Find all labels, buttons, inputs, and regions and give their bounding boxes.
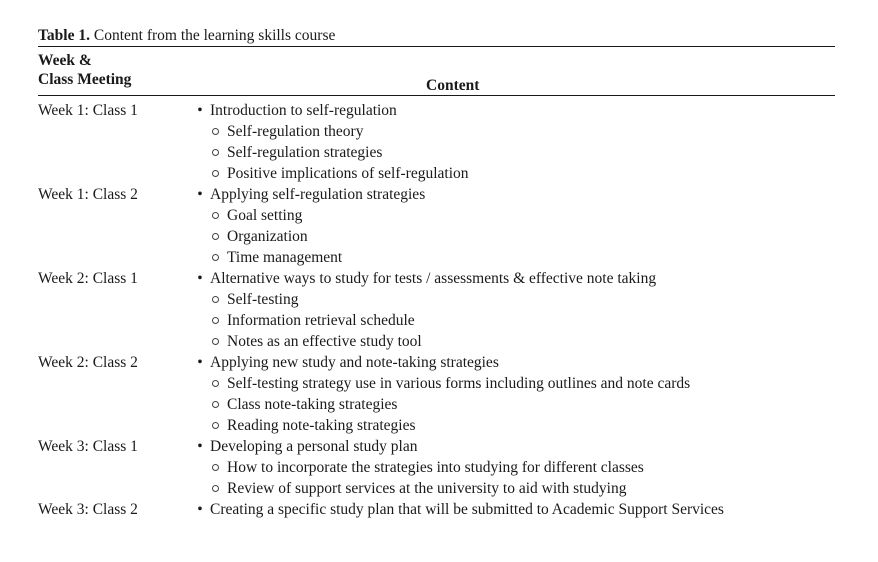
caption-text: Content from the learning skills course	[93, 27, 336, 44]
week-class-cell: Week 1: Class 1	[38, 102, 138, 119]
topic-text: Creating a specific study plan that will be submitted to Academic Support Services	[210, 501, 724, 518]
week-class-cell: Week 3: Class 2	[38, 501, 138, 518]
bullet-icon: •	[197, 501, 203, 518]
topic-text: Introduction to self-regulation	[210, 102, 397, 119]
bullet-icon: •	[197, 354, 203, 371]
table-row	[38, 268, 835, 352]
subtopic-text: Information retrieval schedule	[227, 312, 415, 329]
bullet-icon: •	[197, 270, 203, 287]
content-cell	[194, 100, 835, 184]
subtopic-item	[194, 163, 835, 184]
subtopic-item	[194, 457, 835, 478]
subtopic-text: Self-regulation strategies	[227, 144, 383, 161]
subtopic-text: How to incorporate the strategies into studying for different classes	[227, 459, 644, 476]
hollow-bullet-icon	[212, 422, 219, 429]
content-cell	[194, 436, 835, 499]
bullet-icon: •	[197, 438, 203, 455]
topic-text: Alternative ways to study for tests / assessments & effective note taking	[210, 270, 657, 287]
table-container	[38, 26, 835, 520]
subtopic-text: Positive implications of self-regulation	[227, 165, 469, 182]
week-class-cell: Week 3: Class 1	[38, 438, 138, 455]
subtopic-item	[194, 205, 835, 226]
hollow-bullet-icon	[212, 485, 219, 492]
subtopic-item	[194, 394, 835, 415]
subtopic-text: Organization	[227, 228, 308, 245]
subtopic-item	[194, 226, 835, 247]
hollow-bullet-icon	[212, 170, 219, 177]
subtopic-text: Review of support services at the university to aid with studying	[227, 480, 627, 497]
content-cell	[194, 268, 835, 352]
topic-text: Developing a personal study plan	[210, 438, 418, 455]
hollow-bullet-icon	[212, 380, 219, 387]
caption-label: Table 1.	[38, 27, 90, 44]
subtopic-text: Reading note-taking strategies	[227, 417, 416, 434]
topic-item	[194, 268, 835, 289]
topic-item	[194, 436, 835, 457]
bullet-icon: •	[197, 102, 203, 119]
subtopic-item	[194, 331, 835, 352]
hollow-bullet-icon	[212, 149, 219, 156]
hollow-bullet-icon	[212, 296, 219, 303]
subtopic-text: Class note-taking strategies	[227, 396, 398, 413]
content-cell	[194, 499, 835, 520]
subtopic-item	[194, 310, 835, 331]
subtopic-item	[194, 289, 835, 310]
header-week-line: Week &	[38, 52, 92, 69]
topic-text: Applying self-regulation strategies	[210, 186, 426, 203]
hollow-bullet-icon	[212, 464, 219, 471]
week-class-cell: Week 1: Class 2	[38, 186, 138, 203]
subtopic-text: Self-testing strategy use in various forms including outlines and note cards	[227, 375, 691, 392]
subtopic-text: Notes as an effective study tool	[227, 333, 422, 350]
table-row	[38, 184, 835, 268]
subtopic-item	[194, 247, 835, 268]
hollow-bullet-icon	[212, 401, 219, 408]
hollow-bullet-icon	[212, 233, 219, 240]
subtopic-item	[194, 415, 835, 436]
table-row	[38, 352, 835, 436]
subtopic-item	[194, 142, 835, 163]
table-body	[38, 96, 835, 520]
hollow-bullet-icon	[212, 128, 219, 135]
table-row	[38, 436, 835, 499]
subtopic-text: Time management	[227, 249, 343, 266]
subtopic-item	[194, 478, 835, 499]
header-week-class	[38, 51, 131, 89]
hollow-bullet-icon	[212, 254, 219, 261]
content-cell	[194, 184, 835, 268]
topic-item	[194, 352, 835, 373]
topic-item	[194, 100, 835, 121]
topic-item	[194, 499, 835, 520]
topic-text: Applying new study and note-taking strategies	[210, 354, 499, 371]
topic-item	[194, 184, 835, 205]
bullet-icon: •	[197, 186, 203, 203]
content-cell	[194, 352, 835, 436]
hollow-bullet-icon	[212, 317, 219, 324]
hollow-bullet-icon	[212, 212, 219, 219]
subtopic-item	[194, 373, 835, 394]
subtopic-text: Self-regulation theory	[227, 123, 364, 140]
table-header	[38, 47, 835, 95]
header-content: Content	[426, 77, 480, 94]
table-row	[38, 100, 835, 184]
table-row	[38, 499, 835, 520]
header-class-meeting-line: Class Meeting	[38, 71, 132, 88]
hollow-bullet-icon	[212, 338, 219, 345]
week-class-cell: Week 2: Class 1	[38, 270, 138, 287]
table-caption	[38, 26, 835, 46]
subtopic-text: Goal setting	[227, 207, 303, 224]
subtopic-text: Self-testing	[227, 291, 299, 308]
week-class-cell: Week 2: Class 2	[38, 354, 138, 371]
subtopic-item	[194, 121, 835, 142]
